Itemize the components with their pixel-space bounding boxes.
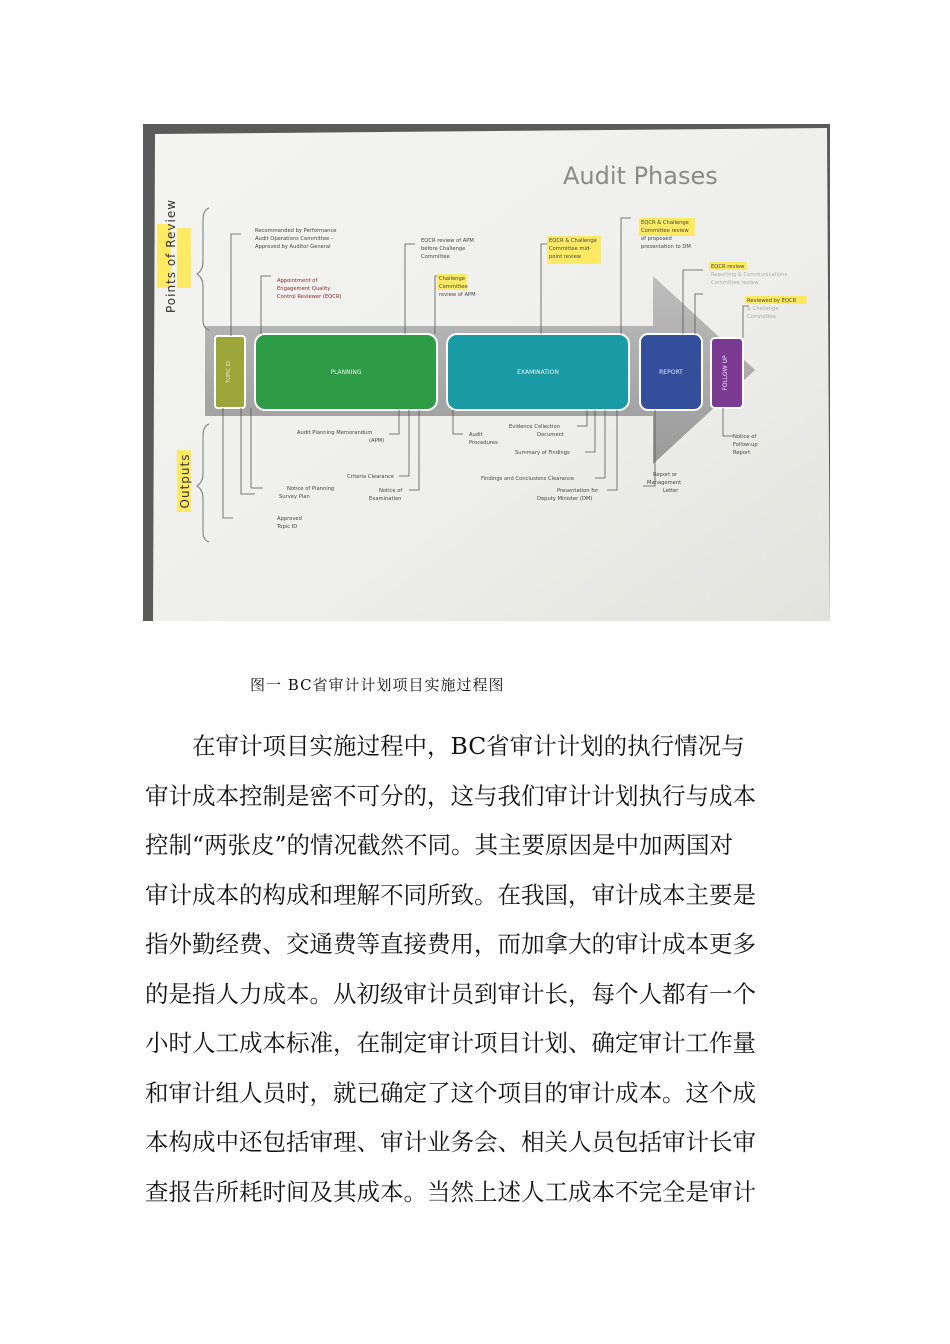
svg-text:Reviewed by EQCR& ChallengeCom: Reviewed by EQCR & Challenge Committee (747, 298, 797, 320)
svg-text:Recommended by PerformanceAudi: Recommended by Performance Audit Operations Committee – Approved by Auditor General (255, 228, 337, 250)
svg-text:Criteria Clearance: Criteria Clearance (347, 474, 394, 480)
svg-text:ChallengeCommitteereview of AP: Challenge Committee review of APM (439, 276, 476, 298)
phase-label-planning: PLANNING (330, 369, 362, 376)
svg-text:Notice of Planning: Notice of Planning (287, 486, 335, 492)
phase-label-report: REPORT (659, 369, 683, 376)
points-of-review-label: Points of Review (164, 198, 178, 314)
paragraph-line: 在审计项目实施过程中，BC省审计计划的执行情况与 (192, 732, 745, 760)
svg-text:Findings and Conclusions Clear: Findings and Conclusions Clearance (481, 476, 575, 482)
svg-text:Appointment ofEngagement Quali: Appointment of Engagement Quality Control Reviewer (EQCR) (277, 278, 342, 300)
svg-text:EQCR review of APMbefore Chall: EQCR review of APM before Challenge Committee (421, 238, 474, 260)
svg-text:Report orManagementLetter: Report or Management Letter (647, 472, 682, 494)
svg-text:Presentation forDeputy Ministe: Presentation for Deputy Minister (DM) (537, 488, 599, 502)
paragraph-line: 的是指人力成本。从初级审计员到审计长，每个人都有一个 (145, 979, 756, 1008)
svg-text:EQCR & ChallengeCommittee mid-: EQCR & Challenge Committee mid-point review (549, 238, 597, 260)
svg-text:EQCR reviewReporting & Communi: EQCR review Reporting & Communications Committee review (711, 264, 788, 286)
svg-text:EQCR & ChallengeCommittee revi: EQCR & Challenge Committee review of proposed presentation to DM (641, 220, 691, 250)
outputs-label: Outputs (178, 453, 192, 509)
paragraph-line: 审计成本控制是密不可分的，这与我们审计计划执行与成本 (145, 781, 756, 810)
svg-text:Notice ofFollow-upReport: Notice of Follow-up Report (733, 434, 758, 456)
svg-text:Summary of Findings: Summary of Findings (515, 450, 570, 456)
phase-label-topic-id: TOPIC ID (226, 361, 232, 383)
phase-label-follow-up: FOLLOW UP (722, 355, 729, 391)
paragraph-line: 指外勤经费、交通费等直接费用，而加拿大的审计成本更多 (145, 930, 756, 958)
audit-phases-photo (143, 124, 830, 621)
svg-text:Notice ofExamination: Notice of Examination (369, 488, 403, 502)
body-paragraph (145, 722, 809, 1217)
paragraph-line: 和审计组人员时，就已确定了这个项目的审计成本。这个成 (145, 1078, 756, 1107)
figure-caption: 图一 BC省审计计划项目实施过程图 (250, 676, 505, 694)
svg-text:Survey Plan: Survey Plan (279, 494, 310, 500)
svg-text:ApprovedTopic ID: Approved Topic ID (277, 516, 302, 530)
svg-text:Evidence CollectionDocument: Evidence Collection Document (509, 424, 564, 438)
paragraph-line: 查报告所耗时间及其成本。当然上述人工成本不完全是审计 (145, 1177, 756, 1206)
svg-text:AuditProcedures: Audit Procedures (469, 432, 498, 446)
paragraph-line: 控制“两张皮”的情况截然不同。其主要原因是中加两国对 (145, 831, 734, 859)
paragraph-line: 审计成本的构成和理解不同所致。在我国，审计成本主要是 (145, 880, 756, 909)
paragraph-line: 小时人工成本标准，在制定审计项目计划、确定审计工作量 (145, 1029, 756, 1057)
paragraph-line: 本构成中还包括审理、审计业务会、相关人员包括审计长审 (145, 1128, 756, 1156)
phase-label-examination: EXAMINATION (517, 369, 559, 376)
svg-text:Audit Planning Memorandum(APM): Audit Planning Memorandum (APM) (297, 430, 385, 444)
figure-title: Audit Phases (563, 162, 718, 190)
